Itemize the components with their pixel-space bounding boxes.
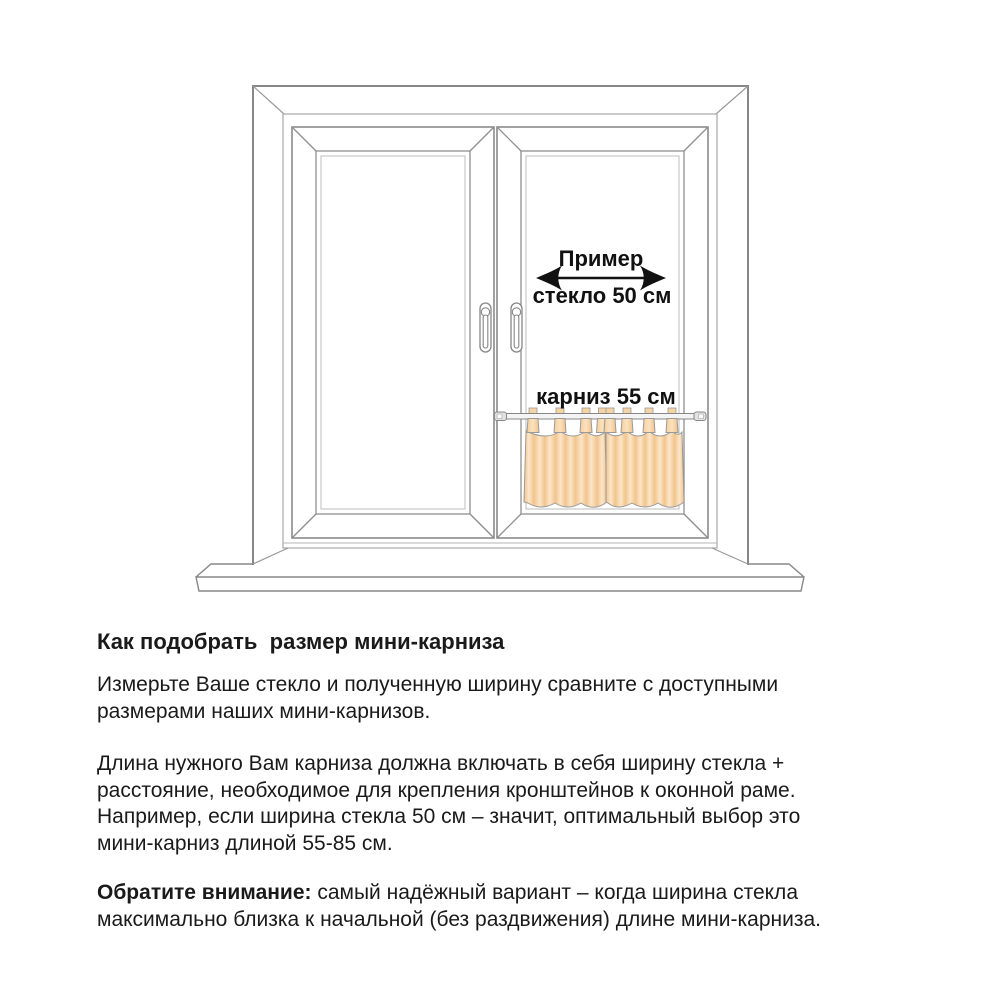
paragraph-line: размерами наших мини-карнизов. bbox=[97, 699, 431, 723]
article-heading: Как подобрать размер мини-карниза bbox=[97, 629, 505, 654]
note-text: самый надёжный вариант – когда ширина стекла bbox=[311, 881, 798, 904]
paragraph-note bbox=[97, 880, 821, 933]
paragraph-line: Длина нужного Вам карниза должна включать в себя ширину стекла + bbox=[97, 752, 785, 775]
paragraph-measure bbox=[97, 672, 778, 725]
left-sash bbox=[292, 127, 494, 538]
label-rod-length: карниз 55 см bbox=[536, 384, 676, 409]
paragraph-line: Например, если ширина стекла 50 см – значит, оптимальный выбор это bbox=[97, 805, 801, 829]
paragraph-line: мини-карниз длиной 55-85 см. bbox=[97, 832, 393, 856]
window-sill bbox=[196, 564, 804, 591]
label-primer: Пример bbox=[558, 246, 644, 271]
paragraph-line: расстояние, необходимое для крепления кронштейнов к оконной раме. bbox=[97, 778, 796, 802]
left-window-handle bbox=[480, 303, 491, 352]
right-window-handle bbox=[511, 303, 522, 352]
paragraph-line bbox=[97, 880, 821, 907]
paragraph-length bbox=[97, 751, 800, 858]
curtain bbox=[524, 431, 684, 507]
paragraph-line: максимально близка к начальной (без раздвижения) длине мини-карниза. bbox=[97, 907, 822, 931]
paragraph-line: Измерьте Ваше стекло и полученную ширину сравните с доступными bbox=[97, 673, 779, 696]
curtain-panel-left bbox=[524, 431, 607, 507]
note-label: Обратите внимание: bbox=[97, 881, 312, 904]
label-glass-width: стекло 50 см bbox=[532, 283, 672, 308]
curtain-panel-right bbox=[606, 431, 684, 507]
